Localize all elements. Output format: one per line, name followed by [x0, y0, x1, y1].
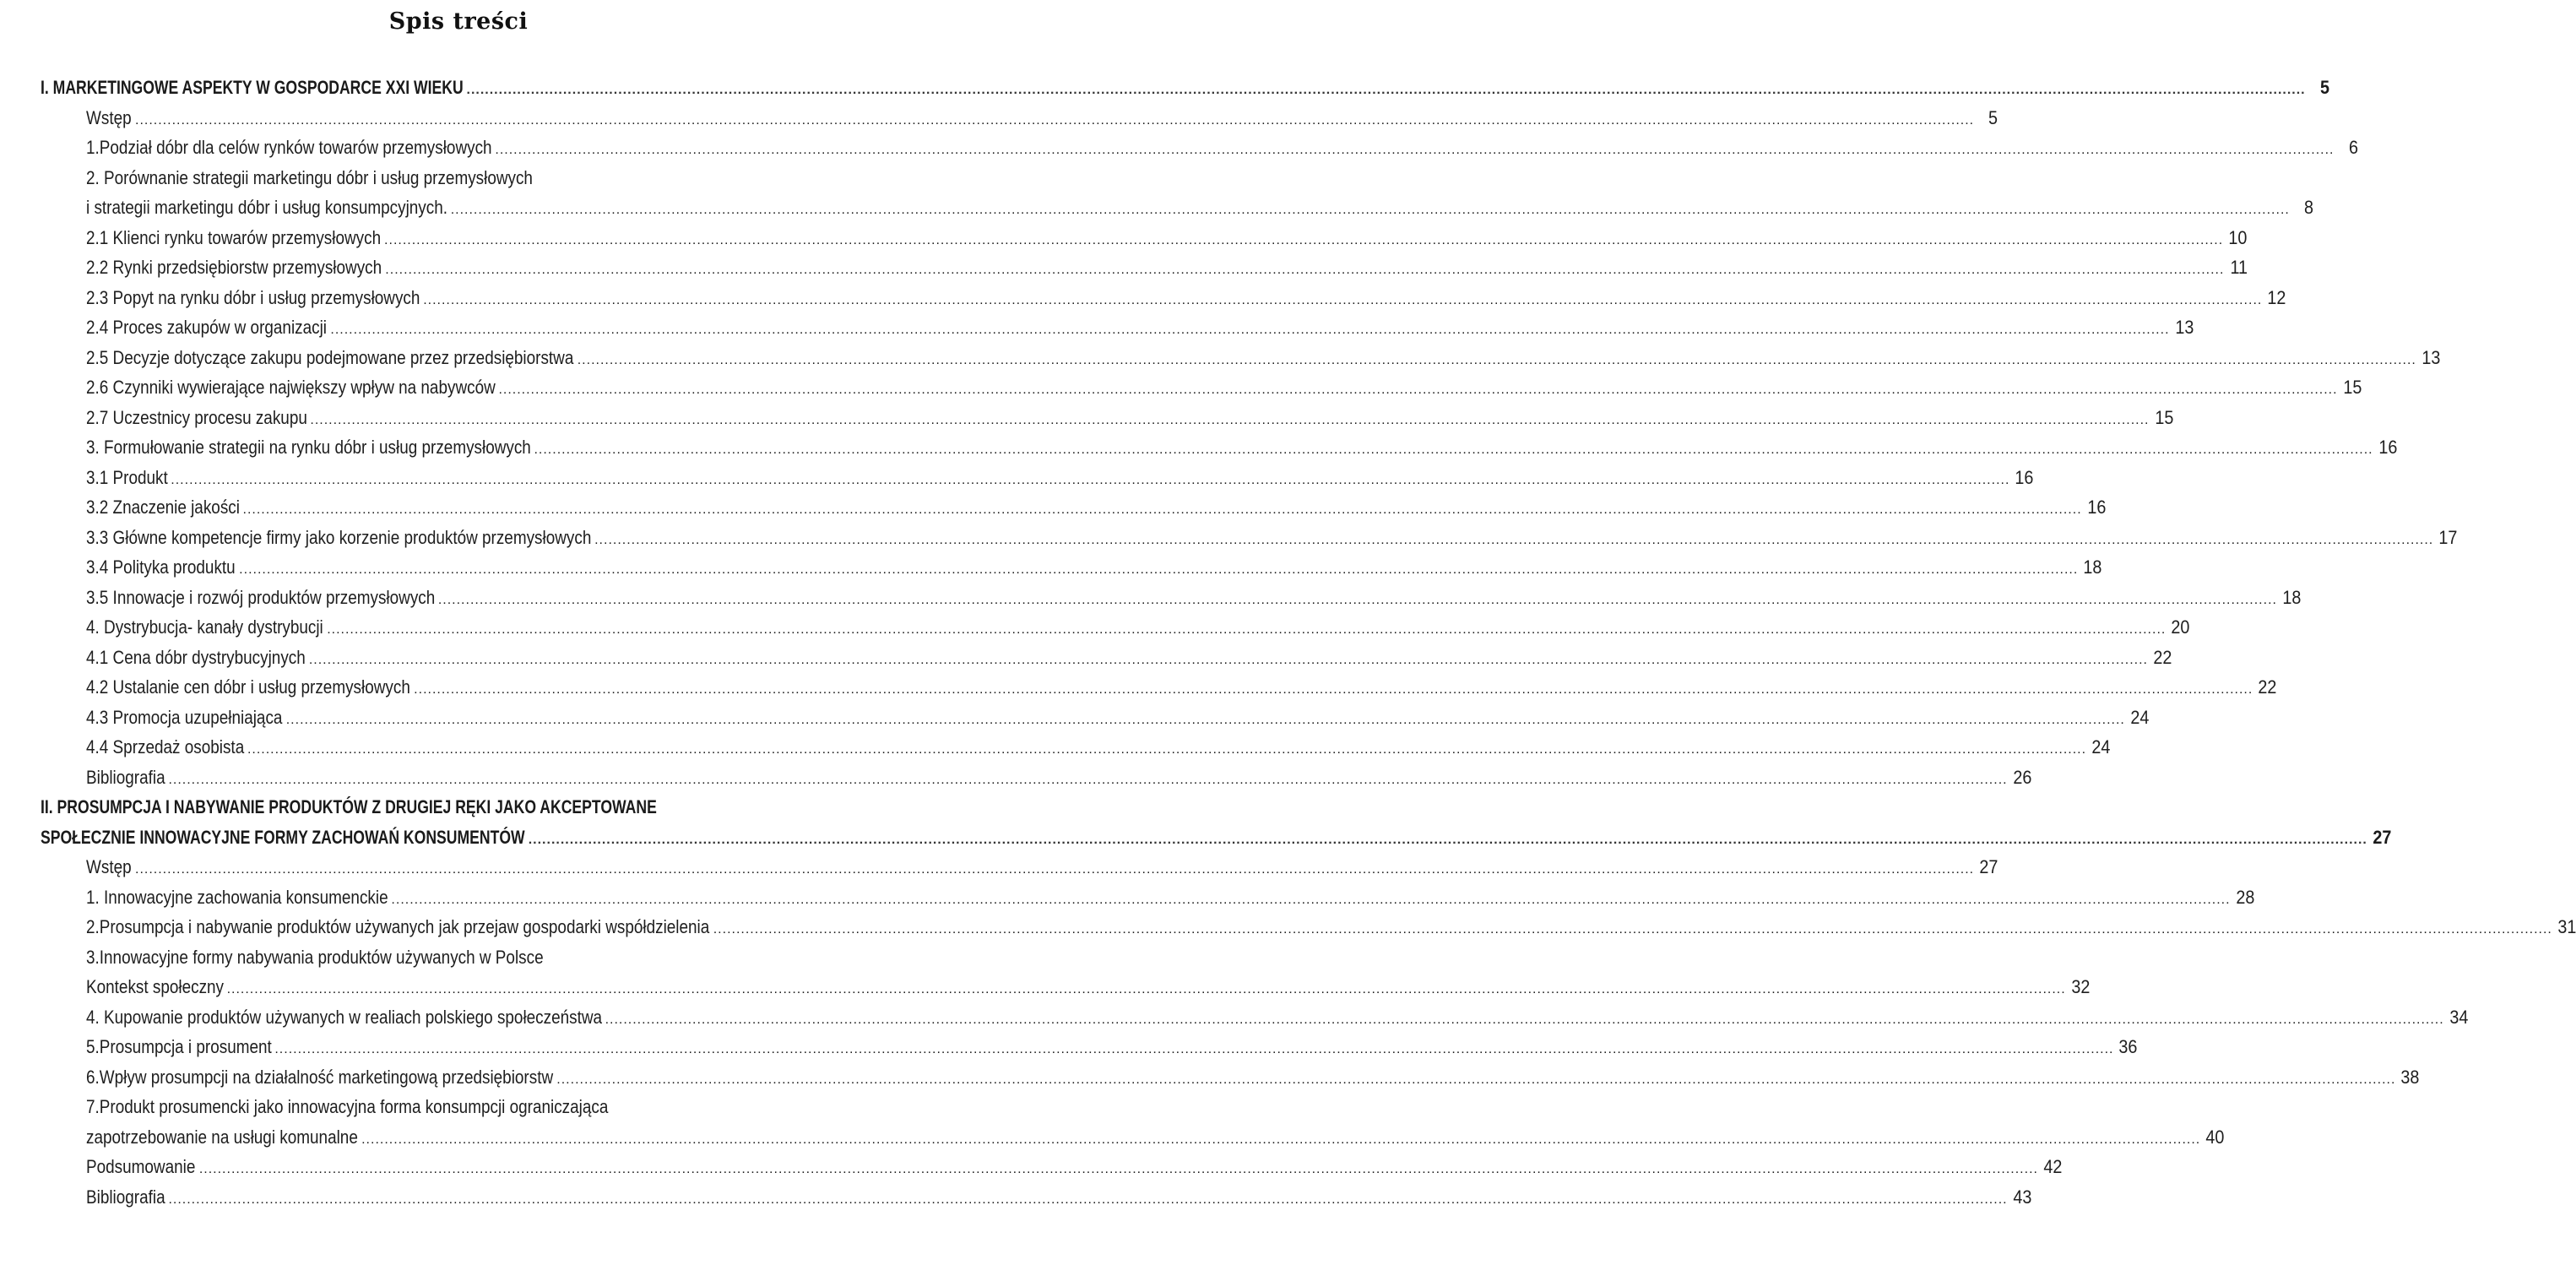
dot-leader: ................................................................................................................................................................................................................................................................................................................................................................................................................ [198, 1162, 2038, 1176]
toc-entry-title: 2. Porównanie strategii marketingu dóbr i usług przemysłowych [86, 166, 533, 188]
toc-page-number: 16 [2015, 466, 2034, 488]
toc-entry-title: zapotrzebowanie na usługi komunalne [86, 1126, 358, 1148]
toc-page-number: 31 [2557, 916, 2576, 937]
toc-page-number: 15 [2342, 377, 2362, 398]
toc-entry [86, 519, 2458, 549]
toc-entry [86, 459, 2034, 489]
dot-leader: ................................................................................................................................................................................................................................................................................................................................................................................................................ [330, 323, 2170, 337]
toc-entry [86, 609, 2190, 638]
dot-leader: ................................................................................................................................................................................................................................................................................................................................................................................................................ [605, 1012, 2444, 1027]
toc-entry-title: 6.Wpływ prosumpcji na działalność marketingową przedsiębiorstw [86, 1066, 554, 1088]
toc-page-number: 28 [2235, 886, 2254, 908]
toc-entry [86, 369, 2362, 399]
toc-entry-title: 3.Innowacyjne formy nabywania produktów używanych w Polsce [86, 946, 544, 968]
toc-entry [86, 669, 2277, 698]
toc-entry-title: 4. Dystrybucja- kanały dystrybucji [86, 616, 323, 638]
dot-leader: ................................................................................................................................................................................................................................................................................................................................................................................................................ [361, 1132, 2201, 1147]
toc-entry-title: 1.Podział dóbr dla celów rynków towarów przemysłowych [86, 137, 492, 158]
toc-entry-title: Wstęp [86, 856, 132, 877]
toc-entry-title: Wstęp [86, 106, 132, 128]
toc-entry [86, 549, 2102, 578]
toc-entry-title: i strategii marketingu dóbr i usług konsumpcyjnych. [86, 197, 448, 218]
toc-entry-title: 3.3 Główne kompetencje firmy jako korzenie produktów przemysłowych [86, 526, 592, 548]
toc-entry-title: 2.1 Klienci rynku towarów przemysłowych [86, 226, 382, 248]
toc-entry-title: 2.Prosumpcja i nabywanie produktów używanych jak przejaw gospodarki współdzielenia [86, 916, 710, 937]
dot-leader: ................................................................................................................................................................................................................................................................................................................................................................................................................ [168, 1192, 2008, 1207]
toc-page-number: 11 [2230, 257, 2248, 278]
dot-leader: ................................................................................................................................................................................................................................................................................................................................................................................................................ [168, 772, 2008, 787]
toc-entry-title: 4.2 Ustalanie cen dóbr i usług przemysłowych [86, 676, 410, 698]
toc-entry-title: Kontekst społeczny [86, 976, 225, 997]
dot-leader: ................................................................................................................................................................................................................................................................................................................................................................................................................ [577, 352, 2416, 367]
toc-entry [86, 1089, 873, 1118]
toc-entry [86, 699, 2150, 729]
toc-entry [86, 1179, 2032, 1208]
toc-page-number: 6 [2348, 137, 2358, 158]
toc-page-number: 15 [2154, 406, 2173, 428]
toc-page-number: 42 [2043, 1156, 2063, 1177]
dot-leader: ................................................................................................................................................................................................................................................................................................................................................................................................................ [437, 592, 2277, 607]
toc-entry [86, 1029, 2138, 1058]
toc-entry-title: 5.Prosumpcja i prosument [86, 1036, 272, 1057]
toc-page-number: 18 [2083, 556, 2102, 578]
toc-entry-title: 3.5 Innowacje i rozwój produktów przemysłowych [86, 586, 436, 608]
toc-entry-title: 3.1 Produkt [86, 466, 168, 488]
dot-leader: ................................................................................................................................................................................................................................................................................................................................................................................................................ [414, 682, 2253, 697]
toc-page-number: 18 [2282, 586, 2302, 608]
toc-chapter-heading [41, 69, 2329, 99]
dot-leader: ................................................................................................................................................................................................................................................................................................................................................................................................................ [385, 263, 2225, 277]
toc-entry [86, 759, 2032, 789]
toc-entry [86, 969, 2091, 998]
toc-page-number: 22 [2153, 646, 2172, 668]
dot-leader: ................................................................................................................................................................................................................................................................................................................................................................................................................ [242, 502, 2082, 517]
toc-entry [86, 160, 873, 189]
toc-page-number: 17 [2438, 526, 2458, 548]
toc-entry-title: Bibliografia [86, 1186, 165, 1208]
dot-leader: ................................................................................................................................................................................................................................................................................................................................................................................................................ [135, 112, 1975, 128]
toc-entry [86, 639, 2172, 669]
dot-leader: ................................................................................................................................................................................................................................................................................................................................................................................................................ [713, 922, 2552, 937]
toc-page-number: 12 [2267, 286, 2286, 308]
toc-entry [86, 729, 2111, 758]
toc-entry [86, 220, 2248, 249]
toc-entry [86, 909, 2576, 938]
toc-entry [86, 189, 2313, 219]
dot-leader: ................................................................................................................................................................................................................................................................................................................................................................................................................ [594, 532, 2434, 547]
toc-page-number: 8 [2303, 197, 2313, 218]
toc-entry [86, 249, 2248, 279]
toc-page-number: 16 [2378, 437, 2398, 458]
toc-page-number: 34 [2449, 1006, 2469, 1028]
toc-page-number: 20 [2171, 616, 2190, 638]
dot-leader: ................................................................................................................................................................................................................................................................................................................................................................................................................ [135, 862, 1975, 877]
dot-leader: ................................................................................................................................................................................................................................................................................................................................................................................................................ [285, 712, 2125, 727]
toc-entry-title: I. MARKETINGOWE ASPEKTY W GOSPODARCE XXI WIEKU [41, 77, 464, 98]
toc-entry-title: 4.4 Sprzedaż osobista [86, 736, 245, 757]
toc-entry-title: 2.2 Rynki przedsiębiorstw przemysłowych [86, 257, 382, 278]
toc-page-number: 10 [2228, 226, 2248, 248]
toc-page-number: 27 [1979, 856, 1998, 877]
toc-entry [86, 849, 1998, 878]
toc-page-number: 5 [1988, 106, 1998, 128]
toc-entry-title: 2.7 Uczestnicy procesu zakupu [86, 406, 307, 428]
toc-page-number: 13 [2174, 317, 2194, 338]
toc-entry [86, 489, 2107, 518]
toc-entry-title: 4.1 Cena dóbr dystrybucyjnych [86, 646, 306, 668]
toc-page-number: 22 [2258, 676, 2277, 698]
toc-chapter-heading [41, 819, 2392, 849]
toc-entry [86, 399, 2173, 429]
toc-entry-title: 4.3 Promocja uzupełniająca [86, 706, 283, 728]
toc-entry-title: II. PROSUMPCJA I NABYWANIE PRODUKTÓW Z DRUGIEJ RĘKI JAKO AKCEPTOWANE [41, 796, 657, 817]
toc-page-number: 40 [2205, 1126, 2225, 1148]
dot-leader: ................................................................................................................................................................................................................................................................................................................................................................................................................ [391, 892, 2231, 907]
toc-entry [86, 999, 2469, 1029]
toc-page-number: 38 [2400, 1066, 2420, 1088]
page-title: Spis treści [388, 8, 529, 35]
toc-page-number: 32 [2071, 976, 2091, 997]
toc-page-number: 13 [2421, 346, 2441, 368]
toc-page-number: 24 [2130, 706, 2150, 728]
dot-leader: ................................................................................................................................................................................................................................................................................................................................................................................................................ [247, 742, 2087, 757]
toc-entry-title: Bibliografia [86, 766, 165, 788]
dot-leader: ................................................................................................................................................................................................................................................................................................................................................................................................................ [528, 832, 2367, 847]
toc-entry-title: 7.Produkt prosumencki jako innowacyjna forma konsumpcji ograniczająca [86, 1096, 609, 1117]
toc-entry-title: 2.5 Decyzje dotyczące zakupu podejmowane przez przedsiębiorstwa [86, 346, 574, 368]
dot-leader: ................................................................................................................................................................................................................................................................................................................................................................................................................ [495, 143, 2335, 157]
toc-chapter-heading [41, 789, 873, 818]
toc-entry [86, 1059, 2420, 1089]
dot-leader: ................................................................................................................................................................................................................................................................................................................................................................................................................ [274, 1042, 2114, 1056]
toc-entry [86, 129, 2358, 159]
dot-leader: ................................................................................................................................................................................................................................................................................................................................................................................................................ [466, 83, 2306, 97]
toc-page-number: 24 [2091, 736, 2111, 757]
dot-leader: ................................................................................................................................................................................................................................................................................................................................................................................................................ [310, 412, 2150, 427]
toc-entry-title: 3.4 Polityka produktu [86, 556, 236, 578]
toc-entry [86, 879, 2254, 909]
dot-leader: ................................................................................................................................................................................................................................................................................................................................................................................................................ [239, 562, 2079, 577]
dot-leader: ................................................................................................................................................................................................................................................................................................................................................................................................................ [450, 203, 2290, 217]
toc-entry [86, 100, 1998, 129]
toc-page-number: 16 [2087, 497, 2107, 518]
toc-page-number: 26 [2012, 766, 2032, 788]
toc-page-number: 36 [2118, 1036, 2138, 1057]
toc-entry [86, 1148, 2063, 1178]
toc-entry [86, 339, 2441, 369]
toc-entry-title: 2.4 Proces zakupów w organizacji [86, 317, 327, 338]
toc-entry-title: 3. Formułowanie strategii na rynku dóbr i usług przemysłowych [86, 437, 531, 458]
dot-leader: ................................................................................................................................................................................................................................................................................................................................................................................................................ [384, 232, 2224, 247]
dot-leader: ................................................................................................................................................................................................................................................................................................................................................................................................................ [556, 1072, 2396, 1087]
toc-entry-title: Podsumowanie [86, 1156, 196, 1177]
toc-page-number: 5 [2319, 77, 2329, 98]
toc-entry-title: 4. Kupowanie produktów używanych w realiach polskiego społeczeństwa [86, 1006, 603, 1028]
toc-page-number: 27 [2373, 826, 2392, 848]
dot-leader: ................................................................................................................................................................................................................................................................................................................................................................................................................ [498, 383, 2338, 397]
toc-entry [86, 939, 873, 969]
toc-entry-title: 1. Innowacyjne zachowania konsumenckie [86, 886, 388, 908]
toc-entry-title: 2.6 Czynniki wywierające największy wpływ na nabywców [86, 377, 496, 398]
dot-leader: ................................................................................................................................................................................................................................................................................................................................................................................................................ [423, 292, 2263, 307]
dot-leader: ................................................................................................................................................................................................................................................................................................................................................................................................................ [171, 472, 2010, 487]
toc-entry [86, 579, 2302, 609]
dot-leader: ................................................................................................................................................................................................................................................................................................................................................................................................................ [226, 982, 2066, 996]
toc-page-number: 43 [2012, 1186, 2032, 1208]
dot-leader: ................................................................................................................................................................................................................................................................................................................................................................................................................ [308, 652, 2148, 667]
toc-entry [86, 309, 2194, 339]
dot-leader: ................................................................................................................................................................................................................................................................................................................................................................................................................ [327, 622, 2167, 637]
toc-entry [86, 280, 2286, 309]
toc-entry-title: SPOŁECZNIE INNOWACYJNE FORMY ZACHOWAŃ KONSUMENTÓW [41, 826, 525, 848]
toc-entry-title: 2.3 Popyt na rynku dóbr i usług przemysłowych [86, 286, 420, 308]
toc-entry [86, 429, 2398, 459]
dot-leader: ................................................................................................................................................................................................................................................................................................................................................................................................................ [534, 442, 2373, 457]
toc-entry-title: 3.2 Znaczenie jakości [86, 497, 240, 518]
toc-entry [86, 1119, 2225, 1148]
